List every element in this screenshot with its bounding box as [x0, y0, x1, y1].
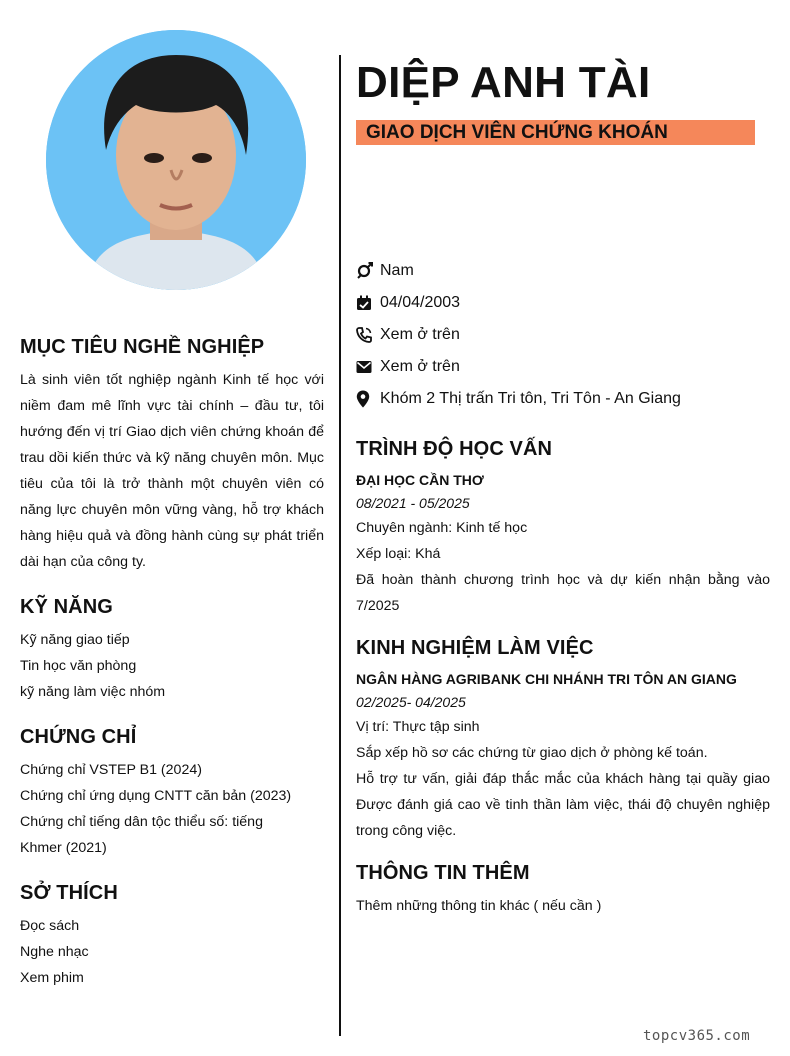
certificate-item: Khmer (2021) [20, 840, 107, 856]
email-value: Xem ở trên [380, 358, 460, 375]
education-title: TRÌNH ĐỘ HỌC VẤN [356, 438, 553, 460]
location-pin-icon [356, 390, 380, 408]
certificates-title: CHỨNG CHỈ [20, 726, 137, 748]
contact-email [356, 355, 460, 379]
gender-value: Nam [380, 262, 414, 279]
job-title-bar [356, 120, 755, 145]
education-note: Đã hoàn thành chương trình học và dự kiến nhận bằng vào 7/2025 [356, 572, 770, 614]
skill-item: Kỹ năng giao tiếp [20, 632, 130, 648]
address-value: Khóm 2 Thị trấn Tri tôn, Tri Tôn - An Giang [380, 390, 681, 407]
extra-info-text: Thêm những thông tin khác ( nếu cần ) [356, 898, 602, 914]
certificate-item: Chứng chỉ ứng dụng CNTT căn bản (2023) [20, 788, 292, 804]
profile-photo [46, 30, 306, 290]
certificate-item: Chứng chỉ tiếng dân tộc thiểu số: tiếng [20, 814, 263, 830]
education-period: 08/2021 - 05/2025 [356, 495, 470, 511]
objective-text: Là sinh viên tốt nghiệp ngành Kinh tế học với niềm đam mê lĩnh vực tài chính – đầu tư, tôi hướng đến vị trí Giao dịch viên chứng khoán để trau dồi kiến thức và kỹ năng chuyên môn. Mục tiêu của tôi là trở thành một chuyên viên có năng lực chuyên môn vững vàng, hỗ trợ khách hàng hiệu quả và đồng hành cùng sự phát triển dài hạn của công ty. [20, 372, 324, 570]
contact-address [356, 387, 681, 411]
candidate-name: DIỆP ANH TÀI [356, 58, 651, 107]
experience-task: Được đánh giá cao về tinh thần làm việc, thái độ chuyên nghiệp trong công việc. [356, 797, 770, 839]
calendar-icon [356, 294, 380, 312]
experience-task: Sắp xếp hồ sơ các chứng từ giao dịch ở phòng kế toán. [356, 745, 708, 761]
skills-title: KỸ NĂNG [20, 596, 113, 618]
job-title: GIAO DỊCH VIÊN CHỨNG KHOÁN [366, 122, 668, 143]
experience-company: NGÂN HÀNG AGRIBANK CHI NHÁNH TRI TÔN AN GIANG [356, 671, 737, 687]
contact-birthday [356, 291, 460, 315]
phone-icon [356, 326, 380, 344]
education-major: Chuyên ngành: Kinh tế học [356, 520, 528, 536]
skill-item: kỹ năng làm việc nhóm [20, 684, 166, 700]
hobby-item: Đọc sách [20, 918, 80, 934]
contact-gender [356, 259, 414, 283]
hobbies-title: SỞ THÍCH [20, 882, 118, 904]
certificate-item: Chứng chỉ VSTEP B1 (2024) [20, 762, 202, 778]
experience-position: Vị trí: Thực tập sinh [356, 719, 480, 735]
hobby-item: Xem phim [20, 970, 84, 986]
birthday-value: 04/04/2003 [380, 294, 461, 311]
experience-task: Hỗ trợ tư vấn, giải đáp thắc mắc của khách hàng tại quầy giao [356, 771, 770, 787]
envelope-icon [356, 358, 380, 376]
experience-period: 02/2025- 04/2025 [356, 694, 466, 710]
contact-phone [356, 323, 460, 347]
experience-title: KINH NGHIỆM LÀM VIỆC [356, 637, 594, 659]
education-school: ĐẠI HỌC CẦN THƠ [356, 472, 484, 488]
gender-icon [356, 262, 380, 280]
objective-title: MỤC TIÊU NGHỀ NGHIỆP [20, 336, 265, 358]
extra-info-title: THÔNG TIN THÊM [356, 862, 530, 884]
education-rank: Xếp loại: Khá [356, 546, 441, 562]
watermark: topcv365.com [643, 1028, 751, 1044]
column-divider [339, 55, 341, 1036]
hobby-item: Nghe nhạc [20, 944, 89, 960]
phone-value: Xem ở trên [380, 326, 460, 343]
skill-item: Tin học văn phòng [20, 658, 137, 674]
